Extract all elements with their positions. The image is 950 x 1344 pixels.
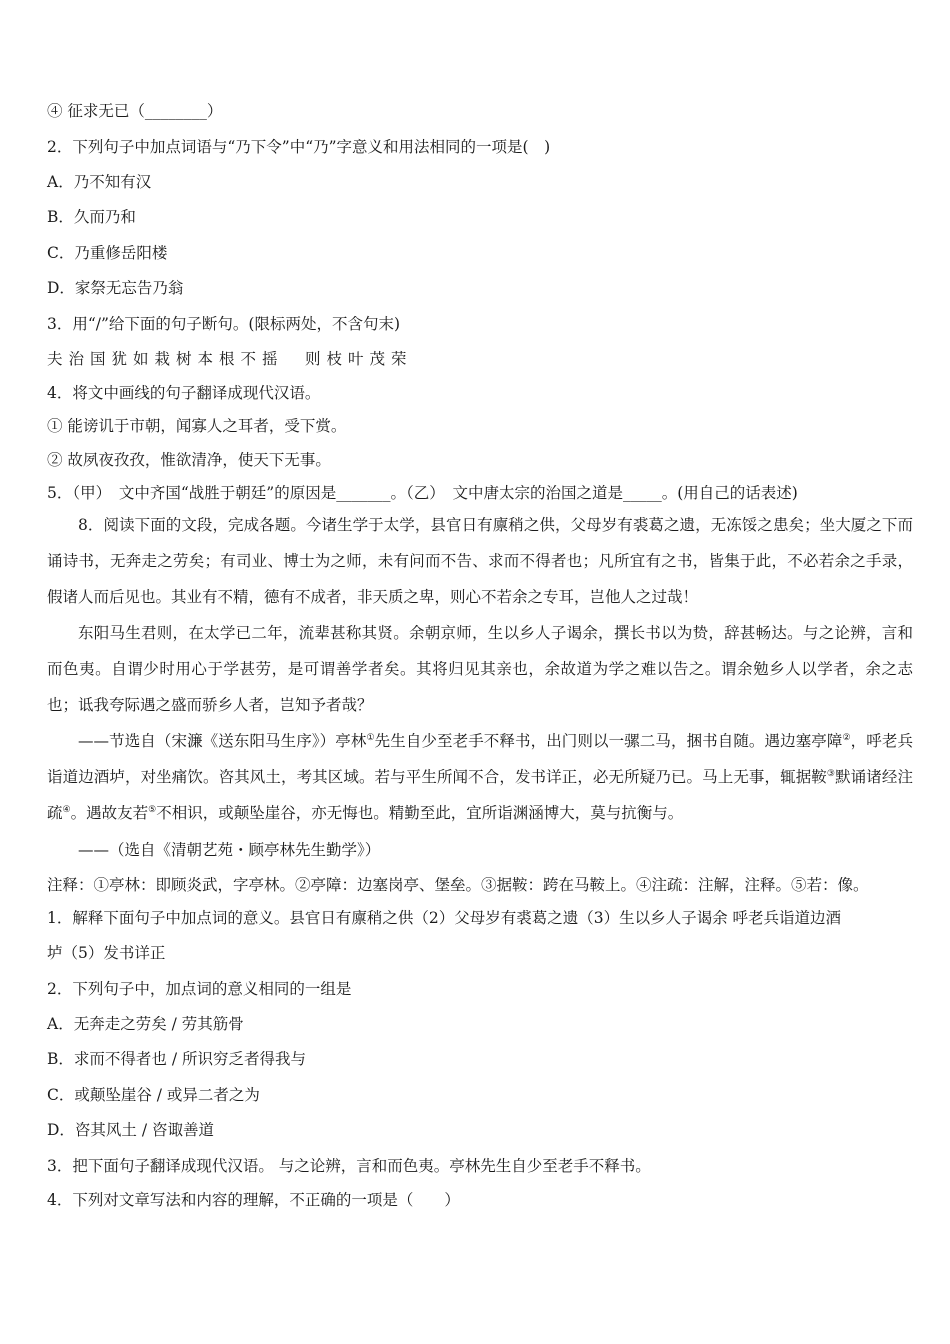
- question-1-prompt-cont: 垆（5）发书详正: [47, 944, 166, 962]
- option-b: B．求而不得者也 / 所识穷乏者得我与: [47, 1050, 306, 1068]
- question-2-prompt: 2．下列句子中，加点词的意义相同的一组是: [47, 980, 352, 998]
- passage-paragraph-3: ——节选自（宋濂《送东阳马生序》）亭林①先生自少至老手不释书，出门则以一骡二马，捆书自随。遇边塞亭障②，呼老兵诣道边酒垆，对坐痛饮。咨其风土，考其区域。若与平生所闻不合，发书详正，必无所疑乃已。马上无事，辄据鞍③默诵诸经注疏④。遇故友若⑤不相识，或颠坠崖谷，亦无悔也。精勤至此，宜所诣渊涵博大，莫与抗衡与。: [47, 732, 913, 822]
- option-d: D．家祭无忘告乃翁: [47, 279, 184, 297]
- option-a: A．无奔走之劳矣 / 劳其筋骨: [47, 1015, 244, 1033]
- option-d: D．咨其风土 / 咨诹善道: [47, 1121, 215, 1139]
- passage-paragraph-2: 东阳马生君则，在太学已二年，流辈甚称其贤。余朝京师，生以乡人子谒余，撰长书以为贽，辞甚畅达。与之论辨，言和而色夷。自谓少时用心于学甚劳，是可谓善学者矣。其将归见其亲也，余故道为学之难以告之。谓余勉乡人以学者，余之志也；诋我夸际遇之盛而骄乡人者，岂知予者哉？: [47, 624, 913, 714]
- passage-paragraph-1: 8．阅读下面的文段，完成各题。今诸生学于太学，县官日有廪稍之供，父母岁有裘葛之遗，无冻馁之患矣；坐大厦之下而诵诗书，无奔走之劳矣；有司业、博士为之师，未有问而不告、求而不得者也；凡所宜有之书，皆集于此，不必若余之手录，假诸人而后见也。其业有不精，德有不成者，非天质之卑，则心不若余之专耳，岂他人之过哉！: [47, 516, 913, 606]
- question-3-sentence: 夫治国犹如栽树本根不摇 则枝叶茂荣: [47, 350, 413, 368]
- footnote-mark-4: ④: [62, 804, 71, 815]
- question-3-prompt: 3．用“/”给下面的句子断句。(限标两处，不含句末): [47, 315, 401, 333]
- option-b: B．久而乃和: [47, 208, 136, 226]
- option-c: C．乃重修岳阳楼: [47, 244, 168, 262]
- question-1-prompt: 1．解释下面句子中加点词的意义。县官日有廪稍之供（2）父母岁有裘葛之遗（3）生以乡人子谒余 呼老兵诣道边酒: [47, 909, 842, 927]
- translate-item-1: ① 能谤讥于市朝，闻寡人之耳者，受下赏。: [47, 417, 347, 435]
- option-a: A．乃不知有汉: [47, 173, 152, 191]
- source-citation: ——（选自《清朝艺苑・顾亭林先生勤学》）: [78, 841, 381, 859]
- question-3-prompt: 3．把下面句子翻译成现代汉语。 与之论辨，言和而色夷。亭林先生自少至老手不释书。: [47, 1157, 651, 1175]
- footnote-mark-5: ⑤: [148, 804, 157, 815]
- footnote-mark-3: ③: [826, 768, 836, 779]
- translate-item-2: ② 故夙夜孜孜，惟欲清净，使天下无事。: [47, 451, 331, 469]
- question-4-prompt: 4．下列对文章写法和内容的理解，不正确的一项是（ ）: [47, 1191, 460, 1209]
- footnotes: 注释：①亭林：即顾炎武，字亭林。②亭障：边塞岗亭、堡垒。③据鞍：跨在马鞍上。④注疏：注解，注释。⑤若：像。: [47, 876, 869, 894]
- footnote-mark-1: ①: [366, 732, 375, 743]
- option-c: C．或颠坠崖谷 / 或异二者之为: [47, 1086, 260, 1104]
- question-2-prompt: 2．下列句子中加点词语与“乃下令”中“乃”字意义和用法相同的一项是( ): [47, 138, 551, 156]
- item-4-blank: ④ 征求无已（________）: [47, 102, 223, 120]
- question-4-prompt: 4．将文中画线的句子翻译成现代汉语。: [47, 384, 321, 402]
- question-5-prompt: 5．（甲） 文中齐国“战胜于朝廷”的原因是_______。（乙） 文中唐太宗的治国之道是_____。(用自己的话表述): [47, 484, 798, 502]
- footnote-mark-2: ②: [842, 732, 851, 743]
